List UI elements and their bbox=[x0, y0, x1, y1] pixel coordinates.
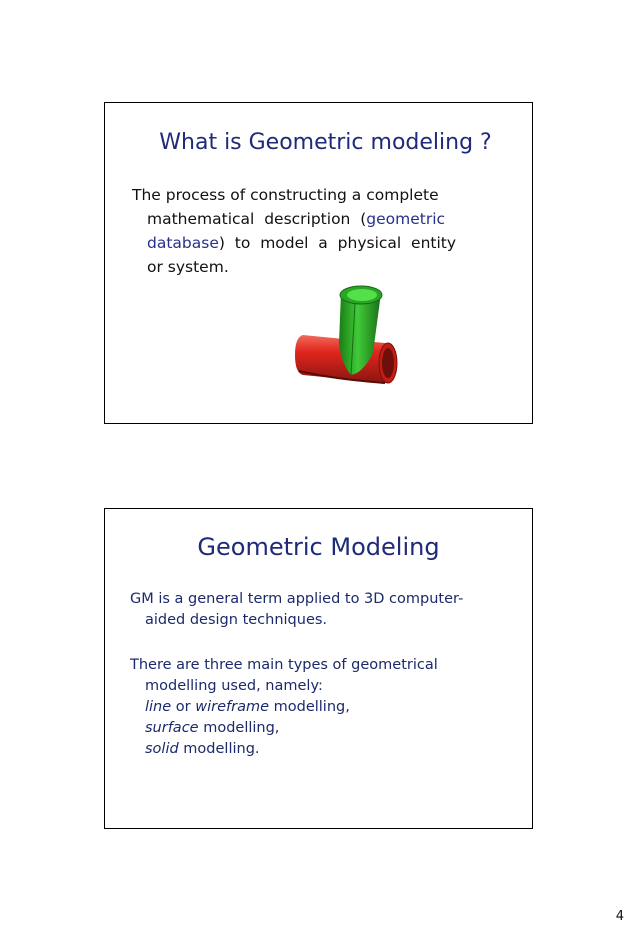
slide-1-line-2: mathematical description (geometric bbox=[147, 210, 446, 228]
red-pipe-opening bbox=[382, 348, 394, 378]
p2-line-2: modelling used, namely: bbox=[145, 678, 323, 694]
slide-1-body bbox=[132, 183, 511, 279]
highlight-database: database bbox=[147, 234, 219, 252]
slide-1-line-3: database) to model a physical entity bbox=[147, 234, 457, 252]
slide-2-paragraph-2 bbox=[130, 655, 520, 760]
list-item-solid: solid modelling. bbox=[145, 741, 260, 757]
p2-line-1: There are three main types of geometrical bbox=[130, 657, 438, 673]
p1-line-2: aided design techniques. bbox=[145, 612, 328, 628]
slide-1-line-4: or system. bbox=[147, 258, 229, 276]
slide-1 bbox=[104, 102, 533, 424]
slide-1-line-1: The process of constructing a complete bbox=[132, 186, 439, 204]
p1-line-1: GM is a general term applied to 3D computer- bbox=[130, 591, 464, 607]
page-number: 4 bbox=[615, 909, 624, 924]
green-pipe-opening bbox=[347, 289, 377, 301]
slide-2-paragraph-1 bbox=[130, 589, 520, 631]
pipe-junction-illustration bbox=[293, 283, 403, 405]
list-item-line-wireframe: line or wireframe modelling, bbox=[145, 699, 350, 715]
highlight-geometric: geometric bbox=[366, 210, 446, 228]
list-item-surface: surface modelling, bbox=[145, 720, 280, 736]
slide-2-title: Geometric Modeling bbox=[197, 533, 440, 561]
slide-1-title: What is Geometric modeling ? bbox=[159, 130, 492, 155]
slide-2 bbox=[104, 508, 533, 829]
